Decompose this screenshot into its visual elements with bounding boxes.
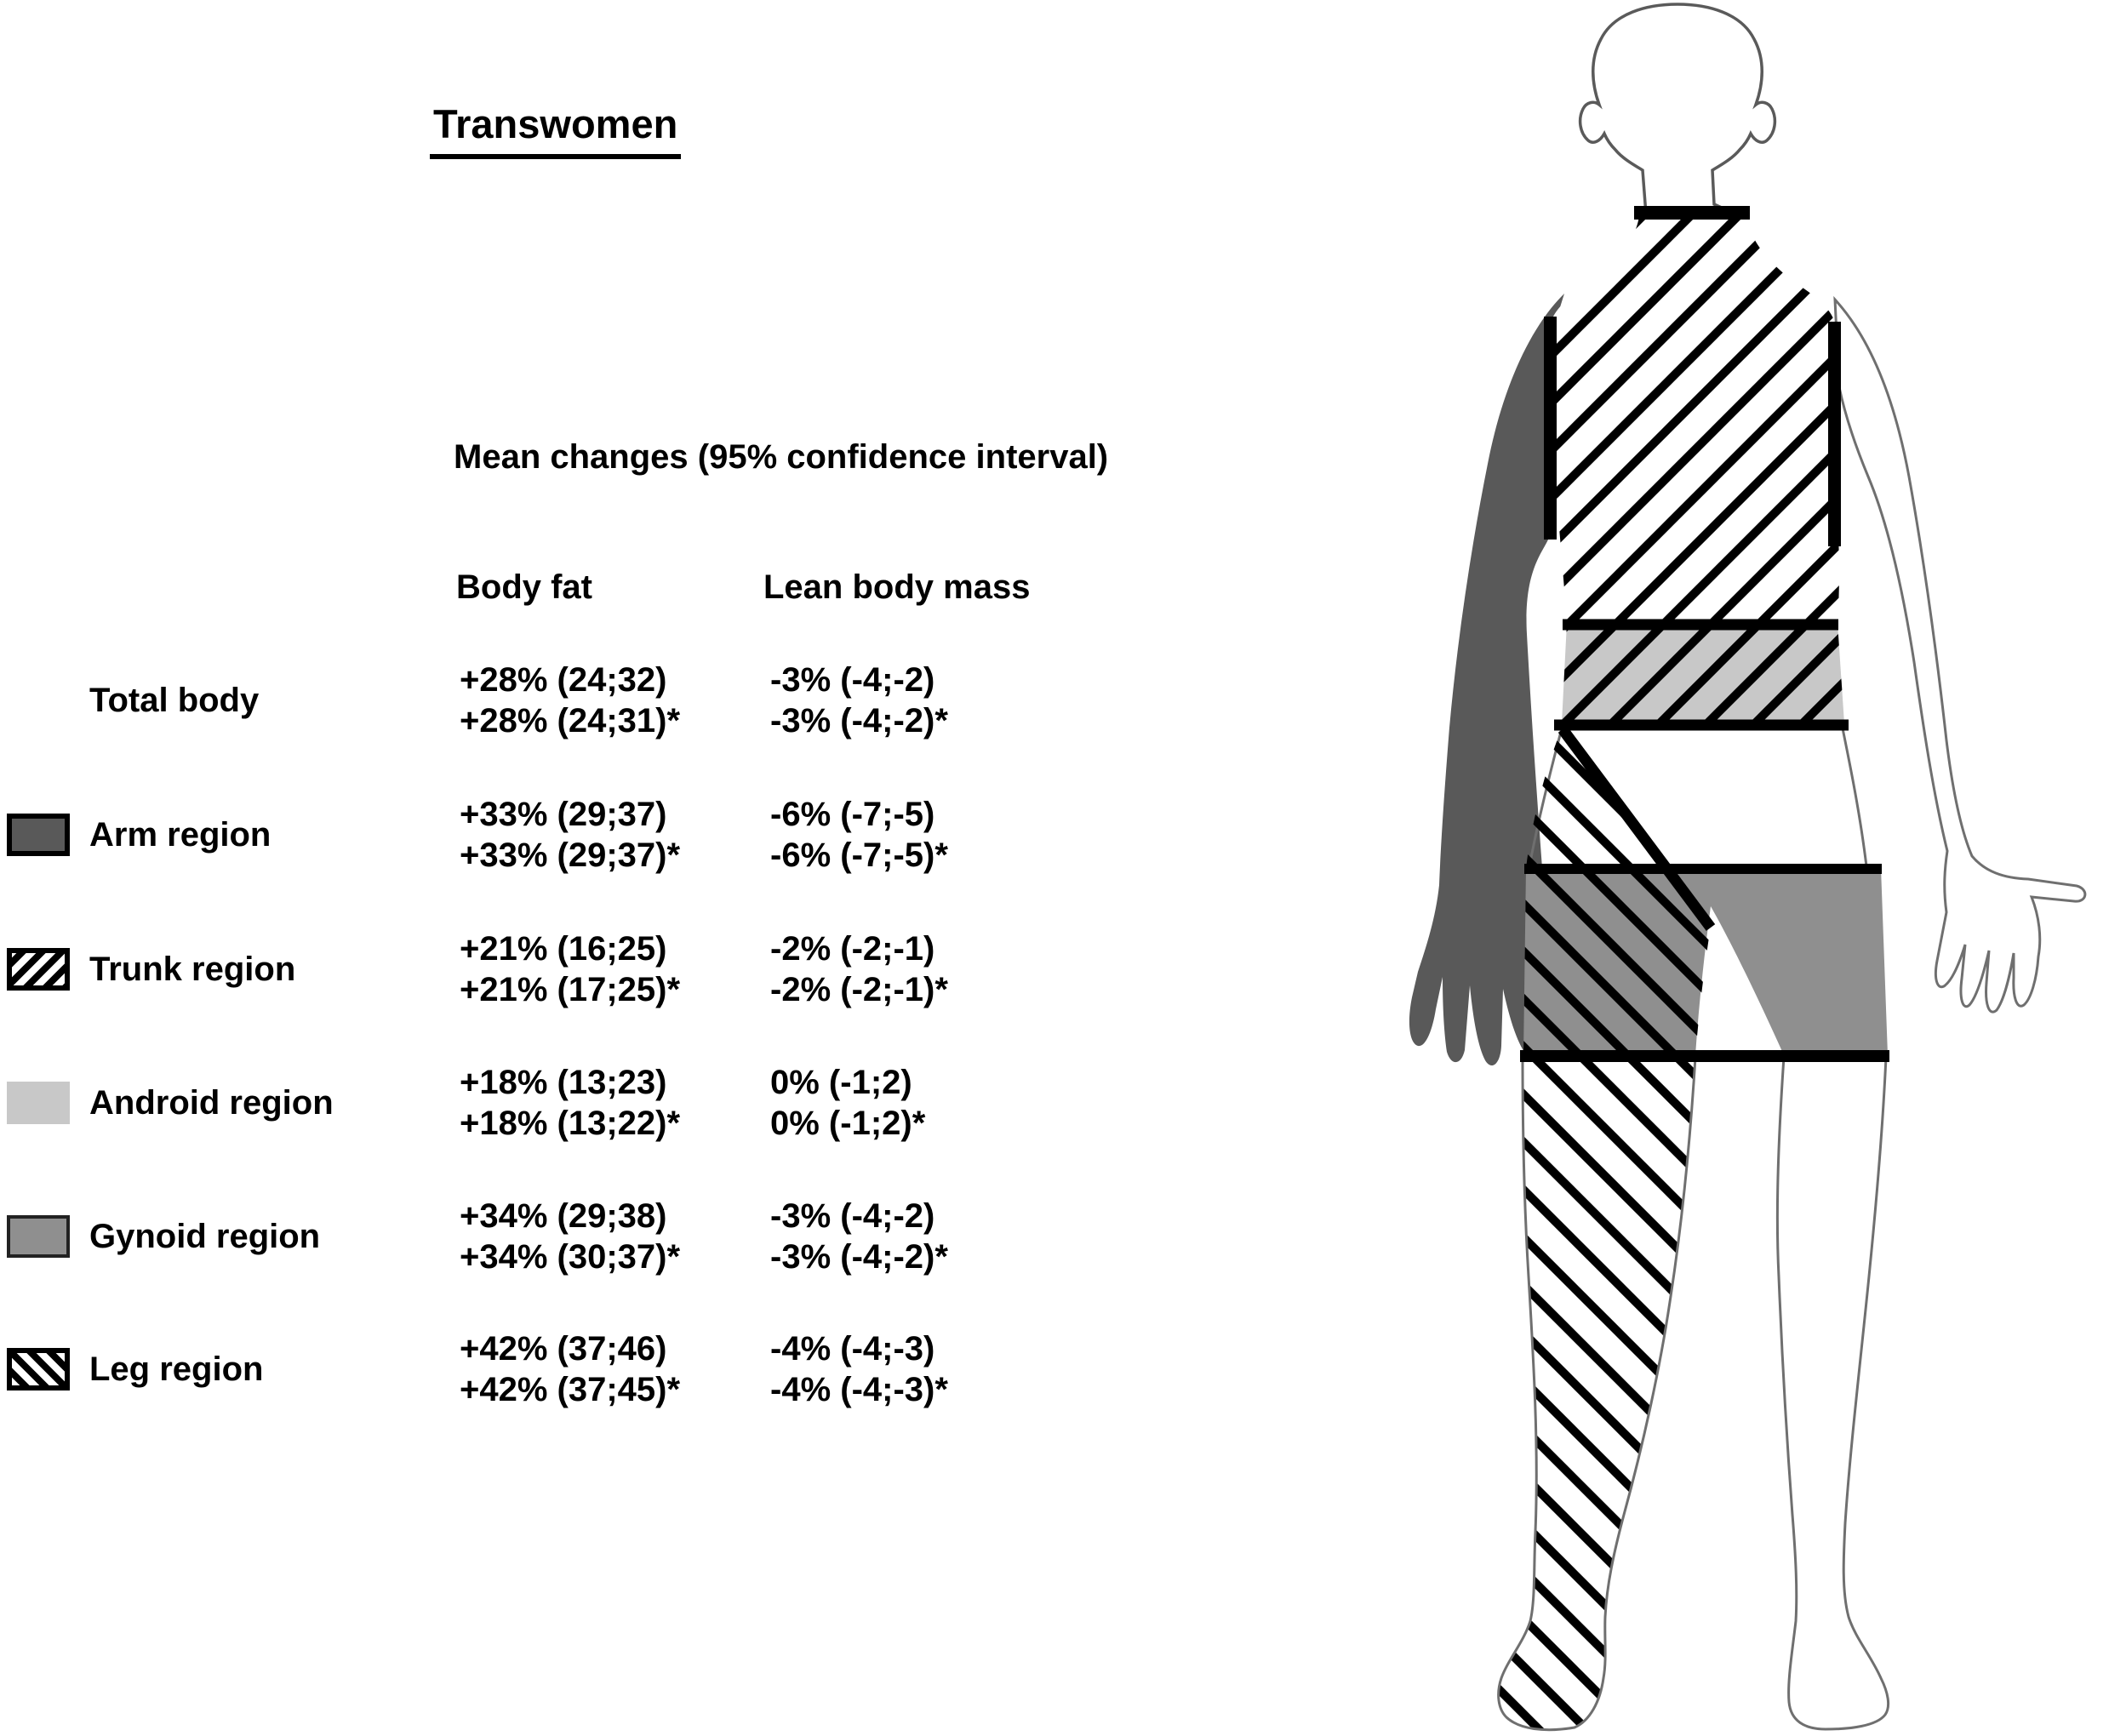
head-outline <box>1580 4 1775 214</box>
lean-mass-line2: -2% (-2;-1)* <box>770 971 948 1008</box>
lean-mass-line2: -3% (-4;-2)* <box>770 1238 948 1276</box>
body-fat-line2: +42% (37;45)* <box>460 1371 681 1408</box>
body-fat-values <box>460 928 680 1010</box>
body-fat-line1: +42% (37;46) <box>460 1330 667 1368</box>
table-row <box>0 794 1055 877</box>
body-fat-line1: +28% (24;32) <box>460 661 667 699</box>
body-fat-line2: +33% (29;37)* <box>460 837 681 874</box>
lean-mass-line2: -4% (-4;-3)* <box>770 1371 948 1408</box>
trunk-right-bar <box>1828 322 1841 546</box>
region-label: Gynoid region <box>89 1217 321 1255</box>
trunk-region-swatch <box>7 948 70 991</box>
figure-android-region <box>1562 623 1844 723</box>
right-leg-outline <box>1777 1057 1888 1729</box>
body-fat-line1: +33% (29;37) <box>460 796 667 833</box>
body-fat-line2: +18% (13;22)* <box>460 1105 681 1142</box>
body-fat-line1: +21% (16;25) <box>460 930 667 968</box>
lean-mass-line1: -6% (-7;-5) <box>770 796 935 833</box>
arm-region-swatch <box>7 814 70 856</box>
table-row <box>0 1196 1055 1279</box>
table-header: Mean changes (95% confidence interval) <box>454 438 1109 476</box>
lean-mass-values <box>770 1196 948 1277</box>
table-row <box>0 1328 1055 1412</box>
body-fat-line2: +21% (17;25)* <box>460 971 681 1008</box>
leg-region-swatch <box>7 1348 70 1391</box>
column-header-body-fat: Body fat <box>456 568 592 606</box>
lean-mass-line1: 0% (-1;2) <box>770 1064 912 1101</box>
body-fat-values <box>460 1196 680 1277</box>
page-title: Transwomen <box>430 100 681 159</box>
trunk-left-bar <box>1544 317 1557 540</box>
table-row <box>0 660 1055 743</box>
figure-trunk-region <box>1550 216 1839 621</box>
body-diagram <box>1055 0 2109 1736</box>
body-fat-values <box>460 1328 680 1410</box>
body-fat-line2: +34% (30;37)* <box>460 1238 681 1276</box>
region-label: Total body <box>89 681 260 719</box>
region-label: Arm region <box>89 815 271 854</box>
body-diagram-svg <box>1055 0 2109 1736</box>
body-fat-line1: +34% (29;38) <box>460 1197 667 1235</box>
body-fat-line2: +28% (24;31)* <box>460 702 681 740</box>
region-label: Android region <box>89 1083 334 1122</box>
region-label: Leg region <box>89 1350 264 1388</box>
lean-mass-line2: -6% (-7;-5)* <box>770 837 948 874</box>
lean-mass-line1: -3% (-4;-2) <box>770 1197 935 1235</box>
android-region-swatch <box>7 1082 70 1124</box>
lean-mass-line2: -3% (-4;-2)* <box>770 702 948 740</box>
column-header-lean-body-mass: Lean body mass <box>763 568 1031 606</box>
table-row <box>0 1062 1055 1145</box>
neck-boundary-bar <box>1634 206 1750 220</box>
lean-mass-line2: 0% (-1;2)* <box>770 1105 926 1142</box>
lean-mass-values <box>770 1062 925 1144</box>
body-fat-values <box>460 1062 680 1144</box>
lean-mass-line1: -3% (-4;-2) <box>770 661 935 699</box>
body-fat-values <box>460 660 680 741</box>
body-fat-line1: +18% (13;23) <box>460 1064 667 1101</box>
gynoid-region-swatch <box>7 1215 70 1258</box>
lean-mass-values <box>770 794 948 876</box>
lean-mass-line1: -4% (-4;-3) <box>770 1330 935 1368</box>
lean-mass-values <box>770 660 948 741</box>
body-fat-values <box>460 794 680 876</box>
lean-mass-values <box>770 928 948 1010</box>
lean-mass-values <box>770 1328 948 1410</box>
right-hip-outline <box>1843 728 1866 866</box>
lean-mass-line1: -2% (-2;-1) <box>770 930 935 968</box>
table-row <box>0 928 1055 1012</box>
region-label: Trunk region <box>89 950 296 988</box>
